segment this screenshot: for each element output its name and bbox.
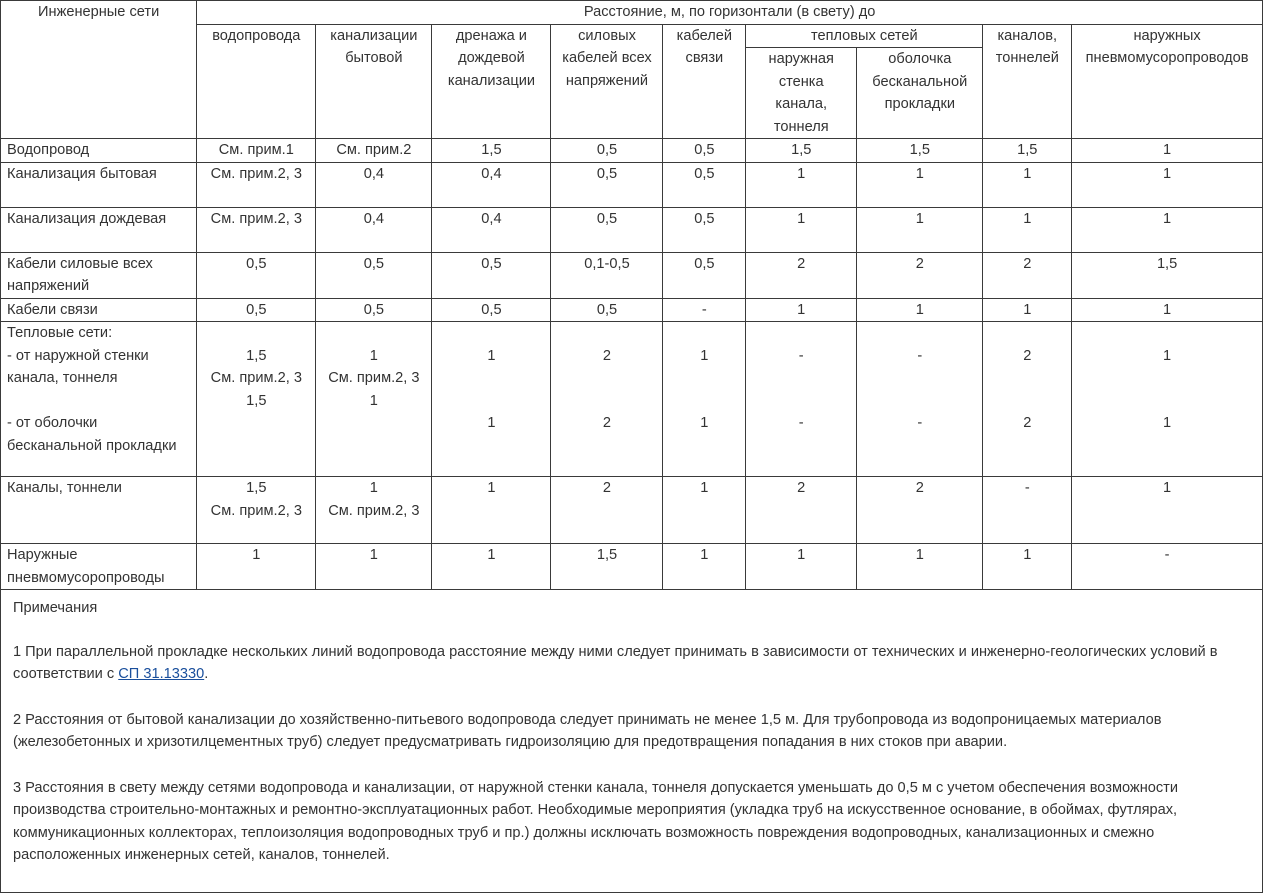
cell: 0,4: [432, 207, 551, 252]
header-heat-shell: оболочка бесканальной прокладки: [857, 48, 983, 139]
cell: 1: [197, 544, 316, 590]
cell: 1: [857, 207, 983, 252]
cell: 2: [857, 477, 983, 544]
cell: 1: [663, 544, 746, 590]
cell: 0,1-0,5: [551, 252, 663, 298]
cell: 0,5: [551, 207, 663, 252]
spacer: [752, 390, 850, 413]
cell-value: -: [798, 347, 804, 364]
spacer: [669, 390, 739, 413]
cell: [316, 477, 432, 544]
cell: 1: [663, 477, 746, 544]
table-row: [1, 139, 1263, 163]
cell: 0,5: [197, 298, 316, 322]
cell-value: -: [917, 415, 923, 431]
cell: 1: [1072, 477, 1263, 544]
spacer: [752, 322, 850, 345]
header-row-top: [1, 1, 1263, 24]
cell-value: 1: [487, 415, 496, 431]
header-comm-cables: кабелей связи: [663, 24, 746, 139]
spacer: [863, 367, 976, 390]
cell: См. прим.2: [316, 139, 432, 163]
cell: 1,5: [551, 544, 663, 590]
cell: 1: [1072, 298, 1263, 322]
cell-value: 1: [1163, 415, 1172, 431]
header-heat: тепловых сетей: [746, 24, 983, 48]
spacer: [989, 367, 1065, 390]
cell: 1: [1072, 162, 1263, 207]
note-1: [13, 641, 1243, 686]
header-power-cables: силовых кабелей всех напряжений: [551, 24, 663, 139]
cell-note: См. прим.2, 3: [210, 502, 302, 519]
note-1-text: 1 При параллельной прокладке нескольких линий водопровода расстояние между ними следует принимать в зависимости от технических и инженерно-геологических условий в соответствии с: [13, 643, 1218, 682]
table-row-heat: [1, 322, 1263, 477]
cell: 1: [316, 544, 432, 590]
cell-value: 1: [700, 415, 709, 431]
cell-value: 1: [700, 347, 709, 364]
row-label: Водопровод: [1, 139, 197, 163]
cell: 1: [746, 162, 857, 207]
cell-value: 2: [1023, 347, 1032, 364]
cell: 1,5: [1072, 252, 1263, 298]
heat-sub-outer: - от наружной стенки канала, тоннеля: [7, 347, 149, 386]
cell: [316, 322, 432, 477]
cell: 0,5: [663, 252, 746, 298]
cell: 1: [983, 162, 1072, 207]
sp-31-13330-link[interactable]: СП 31.13330: [118, 666, 205, 682]
cell-note: См. прим.2, 3: [210, 370, 302, 386]
cell-value: -: [798, 415, 804, 431]
header-channels: каналов, тоннелей: [983, 24, 1072, 139]
spacer: [1078, 322, 1256, 345]
table-row: [1, 298, 1263, 322]
table-row: [1, 252, 1263, 298]
cell: 0,4: [432, 162, 551, 207]
cell-value: 1: [369, 347, 378, 364]
note-1-end: .: [204, 666, 209, 682]
row-label: Каналы, тоннели: [1, 477, 197, 544]
row-label: Кабели силовые всех напряжений: [1, 252, 197, 298]
header-water: водопровода: [197, 24, 316, 139]
cell: 1: [746, 298, 857, 322]
cell: 1,5: [857, 139, 983, 163]
cell: 1,5: [432, 139, 551, 163]
spacer: [669, 322, 739, 345]
cell: -: [1072, 544, 1263, 590]
cell: 2: [551, 477, 663, 544]
cell-value: 2: [602, 415, 612, 431]
header-sewer-domestic: канализации бытовой: [316, 24, 432, 139]
table-row: [1, 207, 1263, 252]
cell-value: -: [917, 347, 923, 364]
cell: 1: [983, 544, 1072, 590]
spacer: [989, 322, 1065, 345]
cell: 1: [857, 544, 983, 590]
spacer: [438, 367, 544, 390]
row-label: Наружные пневмомусоропроводы: [1, 544, 197, 590]
note-3: 3 Расстояния в свету между сетями водопровода и канализации, от наружной стенки канала, тоннеля допускается уменьшать до 0,5 м с учетом обеспечения возможности производства строительно-монтажных и ремонтно-эксплуатационных работ. Необходимые мероприятия (укладка труб на искусственное основание, в обоймах, футлярах, коммуникационных коллекторах, теплоизоляция водопроводных труб и пр.) должны исключать возможность повреждения водопроводных, канализационных и смежно расположенных инженерных сетей, каналов, тоннелей.: [13, 779, 1178, 863]
cell: [551, 322, 663, 477]
spacer: [7, 390, 190, 413]
spacer: [203, 322, 309, 345]
cell-value: 1,5: [246, 392, 267, 409]
cell: [197, 322, 316, 477]
spacer: [863, 322, 976, 345]
cell: -: [663, 298, 746, 322]
cell: 0,5: [663, 162, 746, 207]
cell: 1: [432, 544, 551, 590]
cell: 2: [983, 252, 1072, 298]
spacer: [1078, 390, 1256, 413]
cell: [432, 322, 551, 477]
row-label: Канализация дождевая: [1, 207, 197, 252]
cell: 1: [857, 162, 983, 207]
header-networks: Инженерные сети: [1, 1, 197, 139]
heat-sub-shell: - от оболочки бесканальной прокладки: [7, 415, 177, 454]
cell: 1: [1072, 207, 1263, 252]
cell: 0,5: [432, 298, 551, 322]
spacer: [752, 367, 850, 390]
cell-value: 1: [1163, 347, 1172, 364]
notes-title: Примечания: [13, 600, 98, 616]
row-label: Канализация бытовая: [1, 162, 197, 207]
cell: См. прим.2, 3: [197, 162, 316, 207]
cell-value: 1,5: [246, 347, 267, 364]
cell-value: 1: [369, 480, 378, 496]
cell: 0,5: [663, 139, 746, 163]
header-drainage: дренажа и дождевой канализации: [432, 24, 551, 139]
heat-title: Тепловые сети:: [7, 325, 113, 341]
table-row: [1, 544, 1263, 590]
distances-table: [1, 1, 1263, 590]
spacer: [989, 390, 1065, 413]
cell: 0,5: [551, 298, 663, 322]
spacer: [669, 367, 739, 390]
cell: 2: [857, 252, 983, 298]
row-label: Кабели связи: [1, 298, 197, 322]
cell: 0,5: [432, 252, 551, 298]
cell: 1: [983, 207, 1072, 252]
cell: 1: [1072, 139, 1263, 163]
note-2: 2 Расстояния от бытовой канализации до хозяйственно-питьевого водопровода следует принимать не менее 1,5 м. Для трубопровода из водопроницаемых материалов (железобетонных и хризотилцементных труб) следует предусматривать гидроизоляцию для предотвращения попадания в них стоков при аварии.: [13, 711, 1162, 750]
header-pneumo: наружных пневмомусоропроводов: [1072, 24, 1263, 139]
cell: 0,5: [551, 139, 663, 163]
cell: 2: [746, 252, 857, 298]
table-row: [1, 162, 1263, 207]
cell: 0,4: [316, 162, 432, 207]
cell: 0,5: [316, 252, 432, 298]
cell: 1: [857, 298, 983, 322]
cell: 0,4: [316, 207, 432, 252]
spacer: [1078, 367, 1256, 390]
cell: См. прим.1: [197, 139, 316, 163]
cell: [983, 322, 1072, 477]
cell: См. прим.2, 3: [197, 207, 316, 252]
row-label-heat: [1, 322, 197, 477]
cell: 0,5: [663, 207, 746, 252]
cell-note: См. прим.2, 3: [328, 502, 420, 519]
cell: 1: [983, 298, 1072, 322]
cell-value: 1,5: [246, 480, 267, 496]
cell-value: 1: [487, 347, 496, 364]
cell: 0,5: [551, 162, 663, 207]
spacer: [438, 390, 544, 413]
cell: 1: [746, 544, 857, 590]
cell: 0,5: [316, 298, 432, 322]
spacer: [557, 322, 656, 345]
cell-value: 2: [602, 347, 612, 364]
spacer: [322, 322, 425, 345]
cell: 1,5: [746, 139, 857, 163]
cell-value: 2: [1023, 415, 1032, 431]
spacer: [438, 322, 544, 345]
cell: [197, 477, 316, 544]
notes-section: [13, 597, 1243, 890]
cell: [1072, 322, 1263, 477]
spacer: [557, 367, 656, 390]
cell: -: [983, 477, 1072, 544]
cell-note: См. прим.2, 3: [328, 370, 420, 386]
header-heat-outer: наружная стенка канала, тоннеля: [746, 48, 857, 139]
table-row-channels: [1, 477, 1263, 544]
cell: 1: [432, 477, 551, 544]
cell: [663, 322, 746, 477]
cell: 1: [746, 207, 857, 252]
spacer: [863, 390, 976, 413]
cell: 1,5: [983, 139, 1072, 163]
cell: 2: [746, 477, 857, 544]
cell: 0,5: [197, 252, 316, 298]
cell-value: 1: [369, 392, 378, 409]
spacer: [557, 390, 656, 413]
header-distance: Расстояние, м, по горизонтали (в свету) до: [197, 1, 1263, 24]
cell: [746, 322, 857, 477]
cell: [857, 322, 983, 477]
